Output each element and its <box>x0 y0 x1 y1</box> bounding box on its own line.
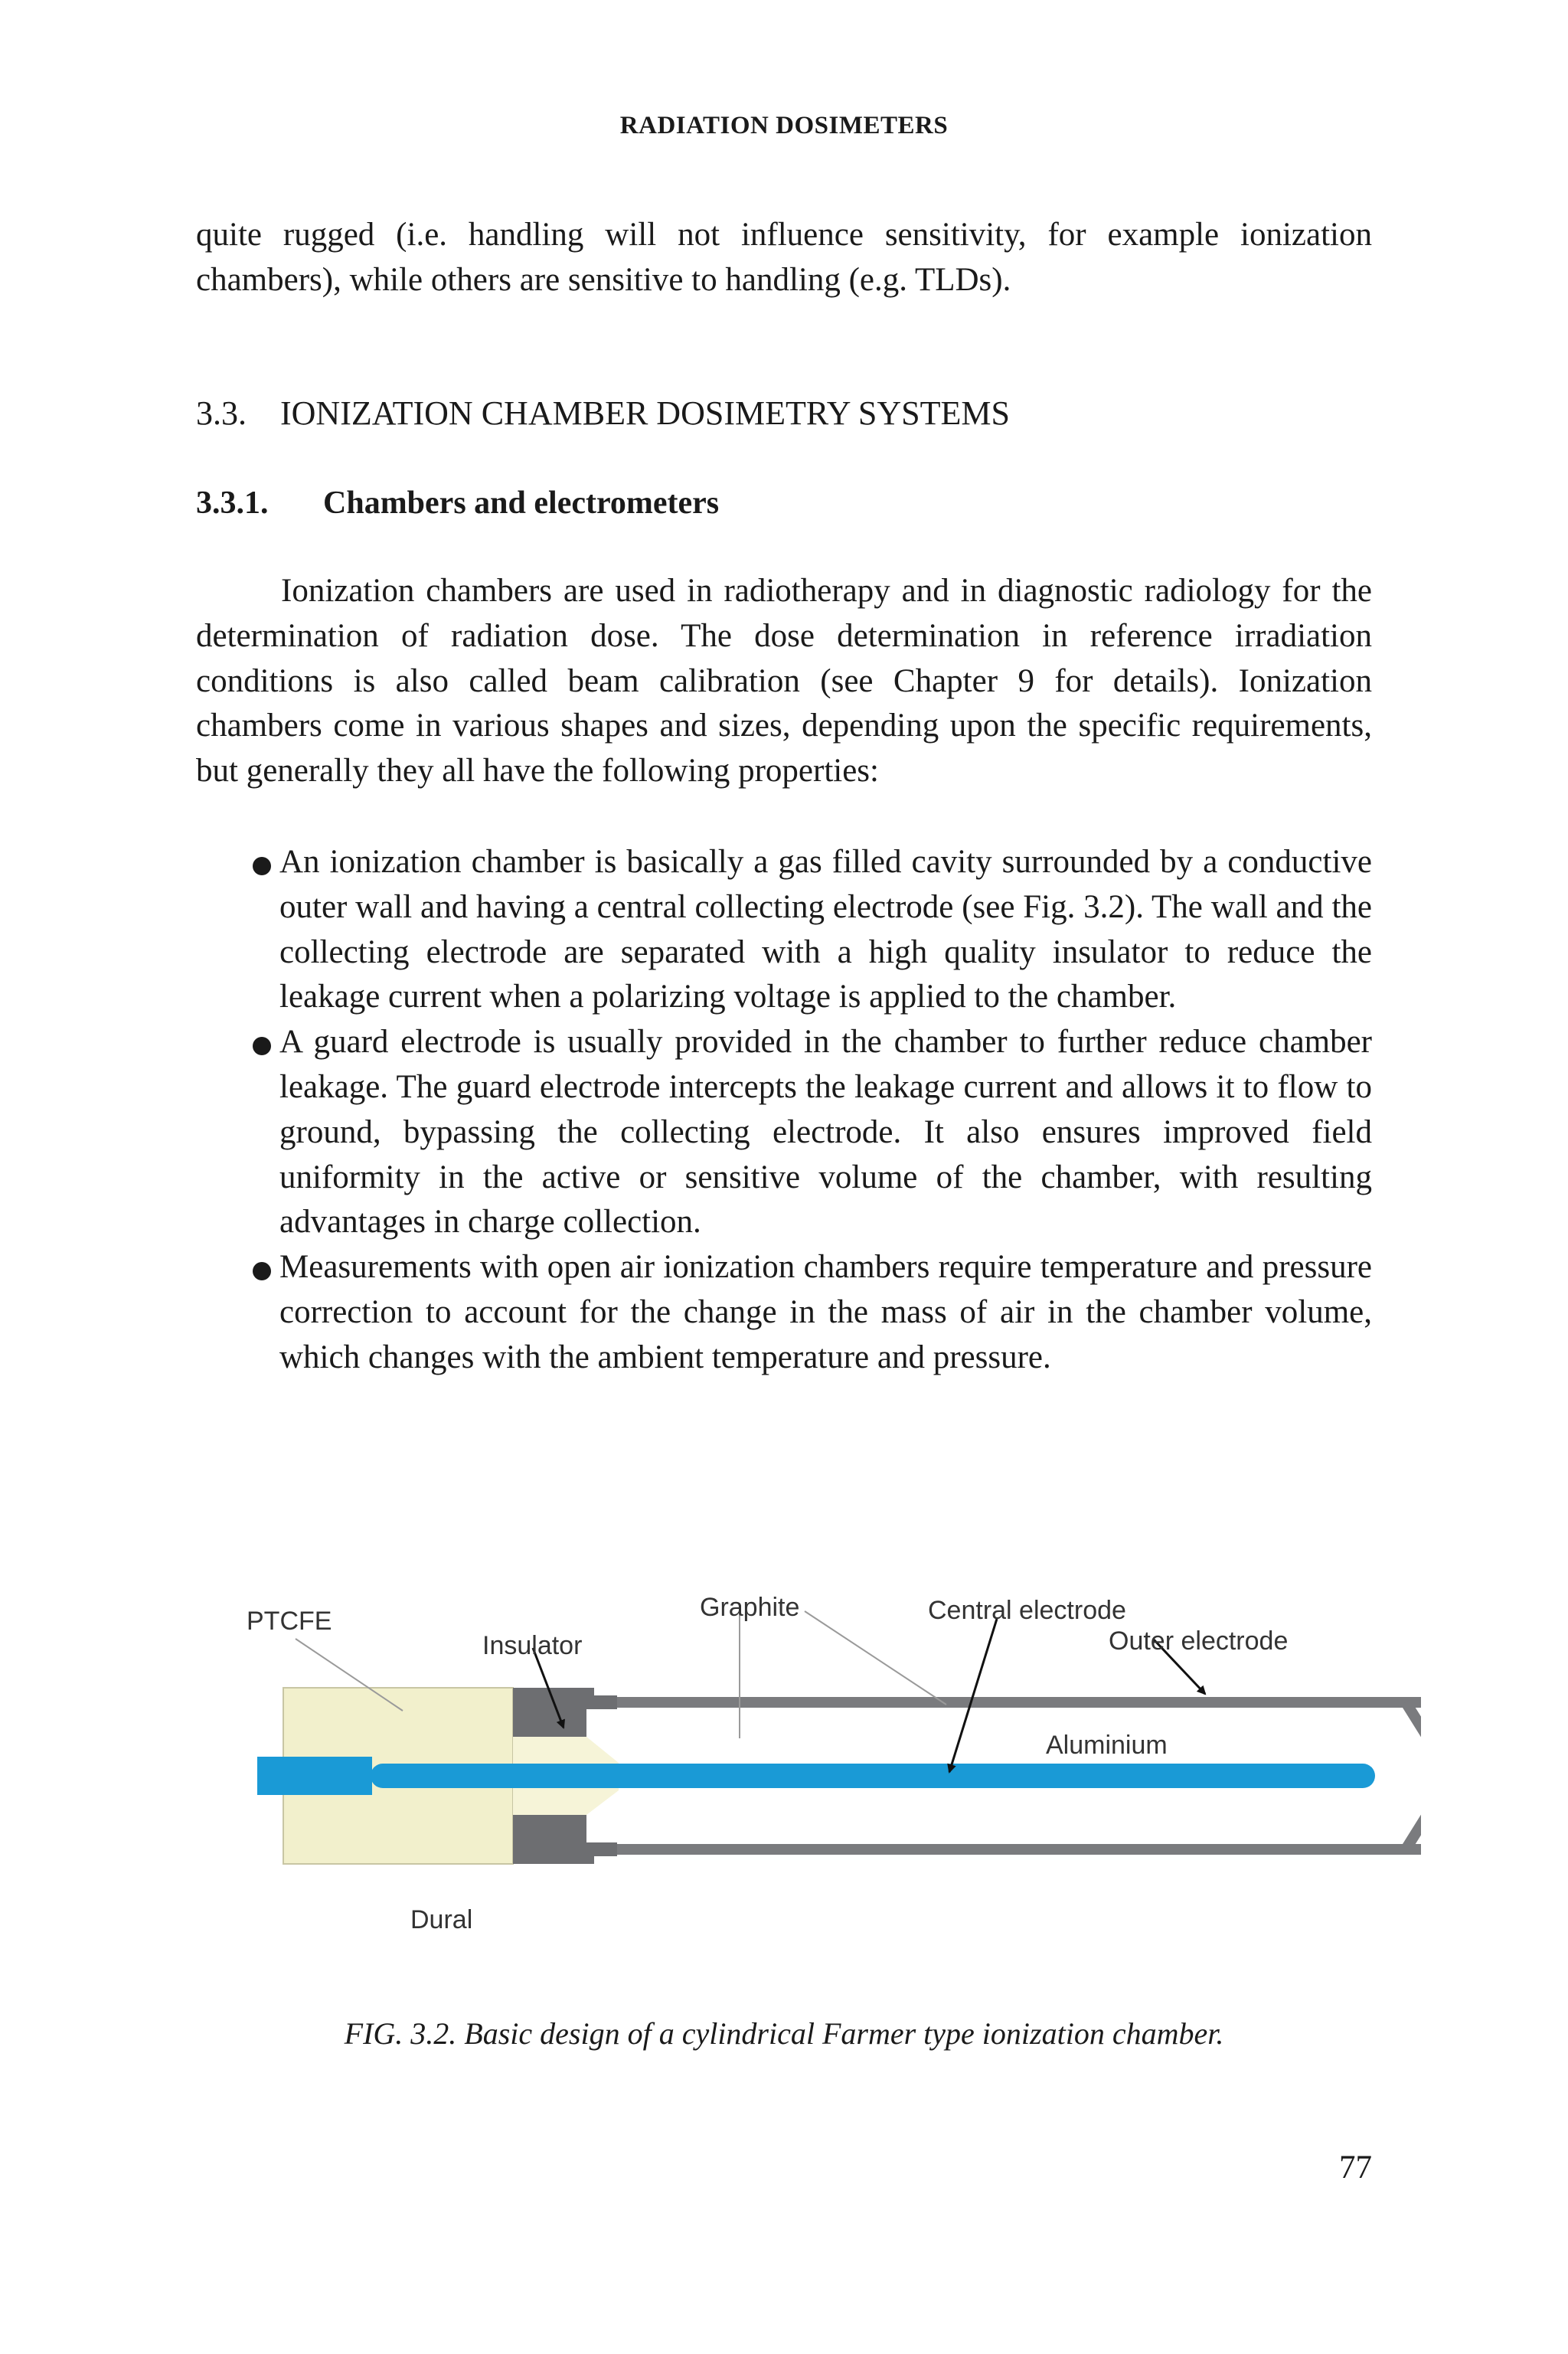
label-central-electrode: Central electrode <box>928 1596 1126 1625</box>
running-head: RADIATION DOSIMETERS <box>619 112 949 139</box>
central-electrode <box>371 1764 1375 1788</box>
section-title: IONIZATION CHAMBER DOSIMETRY SYSTEMS <box>280 394 1010 432</box>
body-text <box>196 569 1372 794</box>
bullet-icon <box>253 1037 271 1055</box>
property-list <box>196 840 1372 1381</box>
farmer-chamber-diagram <box>196 1562 1421 1960</box>
bullet-icon <box>253 857 271 875</box>
list-item <box>196 1245 1372 1380</box>
electrode-stem <box>257 1757 372 1795</box>
label-ptcfe: PTCFE <box>247 1607 332 1636</box>
intro-text <box>196 213 1372 303</box>
section-number: 3.3. <box>196 394 247 432</box>
graphite-lower <box>513 1815 617 1864</box>
subsection-heading <box>196 485 719 521</box>
label-dural: Dural <box>410 1905 473 1934</box>
graphite-leader-line-2 <box>805 1611 946 1705</box>
label-graphite: Graphite <box>700 1593 800 1622</box>
intro-paragraph: quite rugged (i.e. handling will not influence sensitivity, for example ionization chambers), while others are sensitive to handling (e.g. TLDs). <box>196 217 1372 298</box>
bullet-icon <box>253 1262 271 1280</box>
graphite-upper <box>513 1688 617 1737</box>
list-item <box>196 1020 1372 1245</box>
section-heading <box>196 394 1010 433</box>
page-number: 77 <box>1339 2150 1372 2186</box>
list-item-text: An ionization chamber is basically a gas filled cavity surrounded by a conductive outer wall and having a central collecting electrode (see Fig. 3.2). The wall and the collecting electrode are separated with a high quality insulator to reduce the leakage current when a polarizing voltage is applied to the chamber. <box>279 844 1372 1015</box>
label-outer-electrode: Outer electrode <box>1109 1627 1289 1656</box>
list-item-text: Measurements with open air ionization chambers require temperature and pressure correction to account for the change in the mass of air in the chamber volume, which changes with the ambient temperature and pressure. <box>279 1249 1372 1375</box>
label-insulator: Insulator <box>482 1631 583 1660</box>
list-item <box>196 840 1372 1020</box>
list-item-text: A guard electrode is usually provided in the chamber to further reduce chamber leakage. The guard electrode intercepts the leakage current and allows it to flow to ground, bypassing the collecting electrode. It also ensures improved field uniformity in the active or sensitive volume of the chamber, with resulting advantages in charge collection. <box>279 1024 1372 1241</box>
figure-farmer-chamber <box>196 1562 1421 1960</box>
subsection-number: 3.3.1. <box>196 486 269 521</box>
label-aluminium: Aluminium <box>1046 1731 1168 1760</box>
subsection-title: Chambers and electrometers <box>323 486 720 521</box>
figure-caption: FIG. 3.2. Basic design of a cylindrical Farmer type ionization chamber. <box>344 2016 1224 2051</box>
body-paragraph: Ionization chambers are used in radiotherapy and in diagnostic radiology for the determination of radiation dose. The dose determination in reference irradiation conditions is also called beam calibration (see Chapter 9 for details). Ionization chambers come in various shapes and sizes, depending upon the specific requirements, but generally they all have the following properties: <box>196 573 1372 790</box>
